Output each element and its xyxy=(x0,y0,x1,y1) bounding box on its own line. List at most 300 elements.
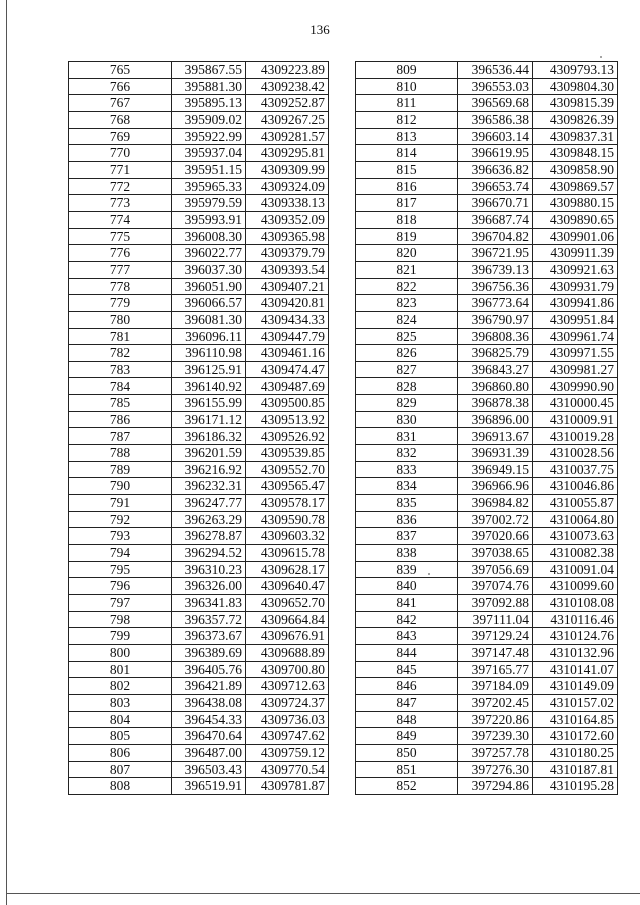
x-coordinate-cell: 396687.74 xyxy=(458,211,533,228)
table-row xyxy=(356,545,618,562)
point-number-cell: 807 xyxy=(69,761,172,778)
x-coordinate-cell: 396843.27 xyxy=(458,361,533,378)
y-coordinate-cell: 4310141.07 xyxy=(533,661,618,678)
x-coordinate-cell: 396022.77 xyxy=(172,245,246,262)
x-coordinate-cell: 396756.36 xyxy=(458,278,533,295)
x-coordinate-cell: 396389.69 xyxy=(172,644,246,661)
table-row xyxy=(356,595,618,612)
point-number-cell: 832 xyxy=(356,445,458,462)
point-number-cell: 809 xyxy=(356,62,458,79)
x-coordinate-cell: 396125.91 xyxy=(172,361,246,378)
y-coordinate-cell: 4309676.91 xyxy=(246,628,329,645)
point-number-cell: 820 xyxy=(356,245,458,262)
x-coordinate-cell: 396878.38 xyxy=(458,395,533,412)
scan-frame-left-edge xyxy=(6,0,7,905)
table-row xyxy=(69,561,329,578)
table-row xyxy=(69,261,329,278)
point-number-cell: 801 xyxy=(69,661,172,678)
x-coordinate-cell: 396310.23 xyxy=(172,561,246,578)
point-number-cell: 795 xyxy=(69,561,172,578)
point-number-cell: 793 xyxy=(69,528,172,545)
table-row xyxy=(356,445,618,462)
point-number-cell: 800 xyxy=(69,644,172,661)
table-row xyxy=(69,178,329,195)
y-coordinate-cell: 4310019.28 xyxy=(533,428,618,445)
x-coordinate-cell: 397220.86 xyxy=(458,711,533,728)
x-coordinate-cell: 396405.76 xyxy=(172,661,246,678)
y-coordinate-cell: 4309420.81 xyxy=(246,295,329,312)
table-row xyxy=(356,111,618,128)
y-coordinate-cell: 4310099.60 xyxy=(533,578,618,595)
x-coordinate-cell: 396140.92 xyxy=(172,378,246,395)
point-number-cell: 790 xyxy=(69,478,172,495)
x-coordinate-cell: 397129.24 xyxy=(458,628,533,645)
y-coordinate-cell: 4309837.31 xyxy=(533,128,618,145)
table-row xyxy=(356,95,618,112)
point-number-cell: 847 xyxy=(356,694,458,711)
table-row xyxy=(356,78,618,95)
y-coordinate-cell: 4309338.13 xyxy=(246,195,329,212)
point-number-cell: 834 xyxy=(356,478,458,495)
y-coordinate-cell: 4309736.03 xyxy=(246,711,329,728)
point-number-cell: 844 xyxy=(356,644,458,661)
y-coordinate-cell: 4309858.90 xyxy=(533,161,618,178)
point-number-cell: 781 xyxy=(69,328,172,345)
table-row xyxy=(356,561,618,578)
x-coordinate-cell: 397002.72 xyxy=(458,511,533,528)
x-coordinate-cell: 396421.89 xyxy=(172,678,246,695)
y-coordinate-cell: 4309911.39 xyxy=(533,245,618,262)
point-number-cell: 836 xyxy=(356,511,458,528)
y-coordinate-cell: 4310172.60 xyxy=(533,728,618,745)
point-number-cell: 837 xyxy=(356,528,458,545)
point-number-cell: 812 xyxy=(356,111,458,128)
y-coordinate-cell: 4309931.79 xyxy=(533,278,618,295)
x-coordinate-cell: 396278.87 xyxy=(172,528,246,545)
y-coordinate-cell: 4310046.86 xyxy=(533,478,618,495)
x-coordinate-cell: 396216.92 xyxy=(172,461,246,478)
x-coordinate-cell: 396603.14 xyxy=(458,128,533,145)
y-coordinate-cell: 4309747.62 xyxy=(246,728,329,745)
x-coordinate-cell: 396913.67 xyxy=(458,428,533,445)
table-row xyxy=(356,778,618,795)
table-row xyxy=(69,495,329,512)
point-number-cell: 792 xyxy=(69,511,172,528)
x-coordinate-cell: 397202.45 xyxy=(458,694,533,711)
point-number-cell: 842 xyxy=(356,611,458,628)
point-number-cell: 830 xyxy=(356,411,458,428)
point-number-cell: 828 xyxy=(356,378,458,395)
point-number-cell: 784 xyxy=(69,378,172,395)
x-coordinate-cell: 396470.64 xyxy=(172,728,246,745)
y-coordinate-cell: 4310195.28 xyxy=(533,778,618,795)
x-coordinate-cell: 396653.74 xyxy=(458,178,533,195)
x-coordinate-cell: 396949.15 xyxy=(458,461,533,478)
x-coordinate-cell: 396808.36 xyxy=(458,328,533,345)
y-coordinate-cell: 4309281.57 xyxy=(246,128,329,145)
x-coordinate-cell: 396586.38 xyxy=(458,111,533,128)
table-row xyxy=(69,361,329,378)
table-row xyxy=(356,378,618,395)
table-row xyxy=(69,761,329,778)
y-coordinate-cell: 4309880.15 xyxy=(533,195,618,212)
coordinates-table-left xyxy=(68,61,329,795)
y-coordinate-cell: 4309640.47 xyxy=(246,578,329,595)
x-coordinate-cell: 396171.12 xyxy=(172,411,246,428)
point-number-cell: 814 xyxy=(356,145,458,162)
table-row xyxy=(356,311,618,328)
y-coordinate-cell: 4309603.32 xyxy=(246,528,329,545)
table-row xyxy=(69,278,329,295)
y-coordinate-cell: 4309434.33 xyxy=(246,311,329,328)
point-number-cell: 805 xyxy=(69,728,172,745)
point-number-cell: 783 xyxy=(69,361,172,378)
y-coordinate-cell: 4309267.25 xyxy=(246,111,329,128)
table-row xyxy=(69,461,329,478)
x-coordinate-cell: 396536.44 xyxy=(458,62,533,79)
table-row xyxy=(356,661,618,678)
y-coordinate-cell: 4309500.85 xyxy=(246,395,329,412)
y-coordinate-cell: 4309447.79 xyxy=(246,328,329,345)
point-number-cell: 776 xyxy=(69,245,172,262)
table-row xyxy=(356,711,618,728)
y-coordinate-cell: 4310180.25 xyxy=(533,744,618,761)
table-row xyxy=(356,411,618,428)
y-coordinate-cell: 4309487.69 xyxy=(246,378,329,395)
table-row xyxy=(356,211,618,228)
x-coordinate-cell: 396081.30 xyxy=(172,311,246,328)
table-row xyxy=(69,78,329,95)
x-coordinate-cell: 396670.71 xyxy=(458,195,533,212)
x-coordinate-cell: 396066.57 xyxy=(172,295,246,312)
y-coordinate-cell: 4309901.06 xyxy=(533,228,618,245)
y-coordinate-cell: 4309848.15 xyxy=(533,145,618,162)
y-coordinate-cell: 4309770.54 xyxy=(246,761,329,778)
y-coordinate-cell: 4309793.13 xyxy=(533,62,618,79)
x-coordinate-cell: 396739.13 xyxy=(458,261,533,278)
point-number-cell: 788 xyxy=(69,445,172,462)
point-number-cell: 845 xyxy=(356,661,458,678)
point-number-cell: 806 xyxy=(69,744,172,761)
y-coordinate-cell: 4309971.55 xyxy=(533,345,618,362)
table-row xyxy=(356,428,618,445)
y-coordinate-cell: 4309393.54 xyxy=(246,261,329,278)
table-row xyxy=(356,345,618,362)
y-coordinate-cell: 4309379.79 xyxy=(246,245,329,262)
table-row xyxy=(69,644,329,661)
point-number-cell: 782 xyxy=(69,345,172,362)
y-coordinate-cell: 4309688.89 xyxy=(246,644,329,661)
x-coordinate-cell: 396294.52 xyxy=(172,545,246,562)
y-coordinate-cell: 4310055.87 xyxy=(533,495,618,512)
point-number-cell: 817 xyxy=(356,195,458,212)
x-coordinate-cell: 395951.15 xyxy=(172,161,246,178)
table-row xyxy=(69,511,329,528)
table-row xyxy=(69,211,329,228)
point-number-cell: 827 xyxy=(356,361,458,378)
y-coordinate-cell: 4309652.70 xyxy=(246,595,329,612)
y-coordinate-cell: 4310108.08 xyxy=(533,595,618,612)
point-number-cell: 767 xyxy=(69,95,172,112)
table-row xyxy=(69,545,329,562)
table-row xyxy=(356,395,618,412)
scan-speck xyxy=(428,573,430,575)
x-coordinate-cell: 396110.98 xyxy=(172,345,246,362)
y-coordinate-cell: 4309352.09 xyxy=(246,211,329,228)
table-row xyxy=(356,611,618,628)
y-coordinate-cell: 4310000.45 xyxy=(533,395,618,412)
y-coordinate-cell: 4309513.92 xyxy=(246,411,329,428)
x-coordinate-cell: 397020.66 xyxy=(458,528,533,545)
y-coordinate-cell: 4309461.16 xyxy=(246,345,329,362)
table-row xyxy=(69,378,329,395)
point-number-cell: 815 xyxy=(356,161,458,178)
y-coordinate-cell: 4309804.30 xyxy=(533,78,618,95)
table-row xyxy=(356,628,618,645)
table-row xyxy=(356,145,618,162)
table-row xyxy=(69,578,329,595)
point-number-cell: 839 xyxy=(356,561,458,578)
point-number-cell: 835 xyxy=(356,495,458,512)
y-coordinate-cell: 4310132.96 xyxy=(533,644,618,661)
table-row xyxy=(69,428,329,445)
table-row xyxy=(69,744,329,761)
x-coordinate-cell: 395867.55 xyxy=(172,62,246,79)
y-coordinate-cell: 4309951.84 xyxy=(533,311,618,328)
x-coordinate-cell: 397111.04 xyxy=(458,611,533,628)
table-row xyxy=(356,728,618,745)
point-number-cell: 774 xyxy=(69,211,172,228)
y-coordinate-cell: 4310187.81 xyxy=(533,761,618,778)
x-coordinate-cell: 397147.48 xyxy=(458,644,533,661)
point-number-cell: 850 xyxy=(356,744,458,761)
x-coordinate-cell: 396186.32 xyxy=(172,428,246,445)
x-coordinate-cell: 396984.82 xyxy=(458,495,533,512)
y-coordinate-cell: 4309921.63 xyxy=(533,261,618,278)
point-number-cell: 849 xyxy=(356,728,458,745)
point-number-cell: 777 xyxy=(69,261,172,278)
y-coordinate-cell: 4309526.92 xyxy=(246,428,329,445)
table-row xyxy=(69,694,329,711)
y-coordinate-cell: 4309539.85 xyxy=(246,445,329,462)
y-coordinate-cell: 4310064.80 xyxy=(533,511,618,528)
point-number-cell: 819 xyxy=(356,228,458,245)
y-coordinate-cell: 4310124.76 xyxy=(533,628,618,645)
y-coordinate-cell: 4310149.09 xyxy=(533,678,618,695)
table-row xyxy=(69,595,329,612)
y-coordinate-cell: 4309700.80 xyxy=(246,661,329,678)
y-coordinate-cell: 4309365.98 xyxy=(246,228,329,245)
table-row xyxy=(69,228,329,245)
table-row xyxy=(356,62,618,79)
point-number-cell: 824 xyxy=(356,311,458,328)
point-number-cell: 848 xyxy=(356,711,458,728)
x-coordinate-cell: 397239.30 xyxy=(458,728,533,745)
point-number-cell: 846 xyxy=(356,678,458,695)
scan-frame-bottom-edge xyxy=(6,893,640,894)
x-coordinate-cell: 397257.78 xyxy=(458,744,533,761)
table-row xyxy=(69,528,329,545)
x-coordinate-cell: 395965.33 xyxy=(172,178,246,195)
point-number-cell: 818 xyxy=(356,211,458,228)
x-coordinate-cell: 396155.99 xyxy=(172,395,246,412)
point-number-cell: 851 xyxy=(356,761,458,778)
x-coordinate-cell: 396037.30 xyxy=(172,261,246,278)
y-coordinate-cell: 4309826.39 xyxy=(533,111,618,128)
point-number-cell: 831 xyxy=(356,428,458,445)
point-number-cell: 804 xyxy=(69,711,172,728)
x-coordinate-cell: 396553.03 xyxy=(458,78,533,95)
point-number-cell: 825 xyxy=(356,328,458,345)
point-number-cell: 840 xyxy=(356,578,458,595)
y-coordinate-cell: 4309941.86 xyxy=(533,295,618,312)
table-row xyxy=(356,744,618,761)
point-number-cell: 780 xyxy=(69,311,172,328)
point-number-cell: 796 xyxy=(69,578,172,595)
point-number-cell: 843 xyxy=(356,628,458,645)
x-coordinate-cell: 396232.31 xyxy=(172,478,246,495)
table-row xyxy=(356,178,618,195)
table-row xyxy=(356,261,618,278)
y-coordinate-cell: 4310073.63 xyxy=(533,528,618,545)
y-coordinate-cell: 4309578.17 xyxy=(246,495,329,512)
y-coordinate-cell: 4309781.87 xyxy=(246,778,329,795)
x-coordinate-cell: 396487.00 xyxy=(172,744,246,761)
y-coordinate-cell: 4309981.27 xyxy=(533,361,618,378)
y-coordinate-cell: 4310091.04 xyxy=(533,561,618,578)
x-coordinate-cell: 396341.83 xyxy=(172,595,246,612)
table-row xyxy=(356,295,618,312)
x-coordinate-cell: 397294.86 xyxy=(458,778,533,795)
point-number-cell: 768 xyxy=(69,111,172,128)
y-coordinate-cell: 4309759.12 xyxy=(246,744,329,761)
table-row xyxy=(356,678,618,695)
x-coordinate-cell: 396619.95 xyxy=(458,145,533,162)
page-number: 136 xyxy=(310,22,330,37)
y-coordinate-cell: 4309565.47 xyxy=(246,478,329,495)
table-row xyxy=(69,95,329,112)
x-coordinate-cell: 396051.90 xyxy=(172,278,246,295)
table-row xyxy=(356,495,618,512)
point-number-cell: 785 xyxy=(69,395,172,412)
x-coordinate-cell: 396519.91 xyxy=(172,778,246,795)
x-coordinate-cell: 396201.59 xyxy=(172,445,246,462)
point-number-cell: 808 xyxy=(69,778,172,795)
y-coordinate-cell: 4309664.84 xyxy=(246,611,329,628)
x-coordinate-cell: 396931.39 xyxy=(458,445,533,462)
point-number-cell: 799 xyxy=(69,628,172,645)
point-number-cell: 786 xyxy=(69,411,172,428)
y-coordinate-cell: 4309309.99 xyxy=(246,161,329,178)
point-number-cell: 770 xyxy=(69,145,172,162)
x-coordinate-cell: 396096.11 xyxy=(172,328,246,345)
table-row xyxy=(69,778,329,795)
x-coordinate-cell: 395993.91 xyxy=(172,211,246,228)
point-number-cell: 803 xyxy=(69,694,172,711)
y-coordinate-cell: 4309407.21 xyxy=(246,278,329,295)
y-coordinate-cell: 4310164.85 xyxy=(533,711,618,728)
table-row xyxy=(69,661,329,678)
point-number-cell: 841 xyxy=(356,595,458,612)
point-number-cell: 778 xyxy=(69,278,172,295)
x-coordinate-cell: 395895.13 xyxy=(172,95,246,112)
table-row xyxy=(69,678,329,695)
x-coordinate-cell: 396790.97 xyxy=(458,311,533,328)
y-coordinate-cell: 4309552.70 xyxy=(246,461,329,478)
x-coordinate-cell: 396357.72 xyxy=(172,611,246,628)
point-number-cell: 802 xyxy=(69,678,172,695)
table-row xyxy=(356,128,618,145)
y-coordinate-cell: 4309238.42 xyxy=(246,78,329,95)
x-coordinate-cell: 395909.02 xyxy=(172,111,246,128)
table-row xyxy=(356,478,618,495)
point-number-cell: 816 xyxy=(356,178,458,195)
table-row xyxy=(69,445,329,462)
x-coordinate-cell: 396263.29 xyxy=(172,511,246,528)
y-coordinate-cell: 4309295.81 xyxy=(246,145,329,162)
y-coordinate-cell: 4309324.09 xyxy=(246,178,329,195)
x-coordinate-cell: 396454.33 xyxy=(172,711,246,728)
coordinates-table-right xyxy=(355,61,618,795)
table-row xyxy=(69,628,329,645)
x-coordinate-cell: 396373.67 xyxy=(172,628,246,645)
y-coordinate-cell: 4309961.74 xyxy=(533,328,618,345)
y-coordinate-cell: 4309590.78 xyxy=(246,511,329,528)
point-number-cell: 829 xyxy=(356,395,458,412)
scan-speck xyxy=(600,56,602,58)
y-coordinate-cell: 4310009.91 xyxy=(533,411,618,428)
table-row xyxy=(69,611,329,628)
x-coordinate-cell: 395937.04 xyxy=(172,145,246,162)
point-number-cell: 769 xyxy=(69,128,172,145)
table-row xyxy=(69,478,329,495)
point-number-cell: 822 xyxy=(356,278,458,295)
x-coordinate-cell: 396825.79 xyxy=(458,345,533,362)
y-coordinate-cell: 4309223.89 xyxy=(246,62,329,79)
table-row xyxy=(69,711,329,728)
x-coordinate-cell: 397038.65 xyxy=(458,545,533,562)
x-coordinate-cell: 396773.64 xyxy=(458,295,533,312)
table-row xyxy=(356,761,618,778)
table-row xyxy=(69,395,329,412)
x-coordinate-cell: 396326.00 xyxy=(172,578,246,595)
table-row xyxy=(356,644,618,661)
table-row xyxy=(69,311,329,328)
point-number-cell: 765 xyxy=(69,62,172,79)
table-row xyxy=(356,578,618,595)
point-number-cell: 833 xyxy=(356,461,458,478)
table-row xyxy=(356,245,618,262)
x-coordinate-cell: 396966.96 xyxy=(458,478,533,495)
x-coordinate-cell: 397056.69 xyxy=(458,561,533,578)
x-coordinate-cell: 396569.68 xyxy=(458,95,533,112)
table-row xyxy=(69,195,329,212)
y-coordinate-cell: 4309890.65 xyxy=(533,211,618,228)
y-coordinate-cell: 4309815.39 xyxy=(533,95,618,112)
table-row xyxy=(69,111,329,128)
y-coordinate-cell: 4310028.56 xyxy=(533,445,618,462)
point-number-cell: 823 xyxy=(356,295,458,312)
point-number-cell: 798 xyxy=(69,611,172,628)
table-row xyxy=(356,361,618,378)
point-number-cell: 775 xyxy=(69,228,172,245)
y-coordinate-cell: 4309990.90 xyxy=(533,378,618,395)
y-coordinate-cell: 4309628.17 xyxy=(246,561,329,578)
point-number-cell: 791 xyxy=(69,495,172,512)
point-number-cell: 838 xyxy=(356,545,458,562)
y-coordinate-cell: 4310037.75 xyxy=(533,461,618,478)
y-coordinate-cell: 4309615.78 xyxy=(246,545,329,562)
